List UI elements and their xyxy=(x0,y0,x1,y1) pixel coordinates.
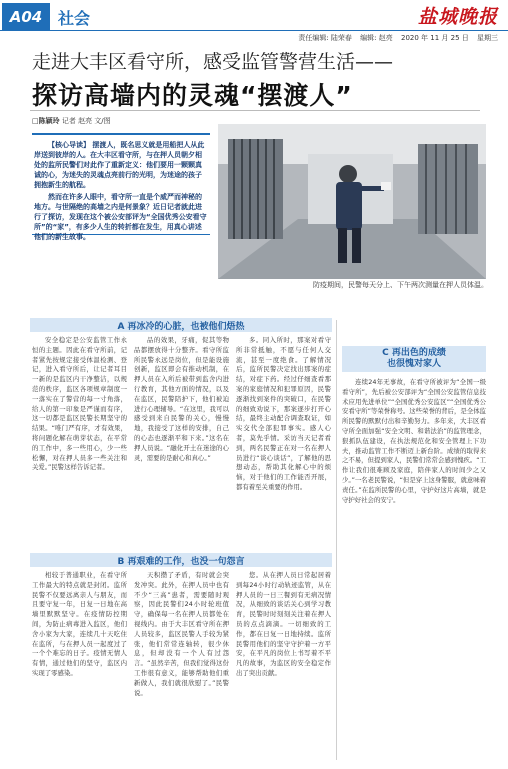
section-a-column-1 xyxy=(32,336,127,548)
section-c-text: 连续24年无事故，在看守所被评为“全国一级看守所”，先后被公安部评为“全国公安监管信息技术应用先进单位”“全国优秀公安监区”“全国优秀公安看守所”等荣誉称号。这些荣誉的背后，是全体监所民警的默默付出和辛勤努力。多年来，大丰区看守所全面加强“安全文明、和谐法治”的监管理念，狠抓队伍建设，在执法规范化和安全管理上下功夫，推动监管工作不断迈上新台阶。成绩的取得来之不易，但提到家人，民警们常常会感到愧疚。“工作让我们很难顾及家庭，陪伴家人的时间少之又少。”一名老民警说，“但是穿上这身警服，就意味着责任。”在监所民警的心里，守护好这片高墙，就是守护好社会的安宁。 xyxy=(342,378,487,504)
lead-paragraph-2: 然而在许多人眼中，看守所一直是个威严而神秘的地方。与世隔绝的高墙之内是何景象？近日记者就此进行了探访，发现在这个被公安部评为“全国优秀公安看守所”的“家”，有多少人生的转折都在发生，用真心讲述他们的新生故事。 xyxy=(34,193,207,241)
section-a-column-2 xyxy=(134,336,229,548)
section-a-column-3 xyxy=(236,336,331,548)
kicker: 走进大丰区看守所，感受监管警营生活—— xyxy=(32,51,394,73)
section-c-heading xyxy=(342,346,486,372)
section-b-column-2 xyxy=(134,571,229,763)
section-a-text-1: 安全稳定是公安监管工作永恒的主题。因此在看守所前，记者紧先按规定接受体温检测、登记，进入看守所后，让记者耳目一新的是监区内干净整洁，以规范的秩序，监区各项规章制度一一落实在了警营的每一寸角落，给人的第一印象是严谨而有序，这一切都是监区民警长期坚守的结果。“唯门严有序，才有效果，将问题化解在萌芽状态，在平常的工作中，多一些用心，少一些松懈，对在押人员多一些关注和关爱。”民警这样告诉记者。 xyxy=(32,336,127,472)
page-number: A04 xyxy=(2,3,50,30)
section-b-column-1 xyxy=(32,571,127,763)
section-c-heading-line-2: 也很愧对家人 xyxy=(386,359,441,369)
section-a-heading: A 再冰冷的心脏，也被他们焐热 xyxy=(30,318,332,332)
headline: 探访高墙内的灵魂“摆渡人” xyxy=(32,81,353,110)
issue-weekday: 星期三 xyxy=(477,34,498,42)
prison-corridor-photo xyxy=(218,124,486,279)
section-c-heading-line-1: C 再出色的成绩 xyxy=(382,348,446,358)
section-b-text-2: 天积攒了矛盾，有时就会突发冲突。此外，在押人员中也有不少“三高”患者，需要随时观察，因此民警们24小时轮班值守，确保每一名在押人员都处在视线内。由于大丰区看守所在押人员较多，监区民警人手较为紧张，他们常常连轴转，很少休息，但却没有一个人有过怨言。“虽然辛苦，但我们觉得这份工作很有意义，能够帮助他们重新做人，我们就很欣慰了。”民警说。 xyxy=(134,571,229,697)
newspaper-logo: 盐城晚报 xyxy=(417,6,498,28)
column-divider xyxy=(336,320,337,760)
lead-paragraph-1: 【核心导读】 摆渡人，既名思义就是用船把人从此岸送到彼岸的人。在大丰区看守所，与在押人员朝夕相处的监所民警们对此作了重新定义：他们要用一颗颗真诚的心，为迷失的灵魂点亮前行的光明，为迷途的孩子拥抱新生的航程。 xyxy=(34,141,205,189)
sub-editor: 编辑: 赵亮 xyxy=(360,34,393,42)
byline-author: 陈颖玲 xyxy=(38,117,60,125)
issue-date: 2020 年 11 月 25 日 xyxy=(401,34,469,42)
photo-caption: 防疫期间，民警每天分上、下午两次测量在押人员体温。 xyxy=(313,281,488,289)
byline xyxy=(32,116,111,126)
issue-info xyxy=(292,33,498,43)
section-a-text-3: 多。同入所时，那案对看守所非常抵触，不愿与任何人交流，甚至一度绝食。了解情况后，监所民警决定找出那案的症结，对症下药。经过仔细查看那案的家庭情况和犯罪原因，民警逐渐找到案件的突破口，在民警的细致劝说下，那案逐步打开心结，最终主动配合调查取证，如实交代全部犯罪事实。感人心者，莫先乎情。采访当天记者看到，两名民警正在对一名在押人员进行“谈心谈话”，了解他的思想动态，帮助其化解心中的烦恼，对于他们的工作能否开展，都有着至关重要的作用。 xyxy=(236,336,331,491)
headline-rule xyxy=(30,110,480,111)
article-photo xyxy=(218,124,486,279)
lead-box xyxy=(32,133,210,241)
section-b-column-3 xyxy=(236,571,331,763)
section-b-text-1: 相较于普通职业，在看守所工作最大的特点就是封闭。监所民警不仅要远离亲人与朋友，而且要守复一年，日复一日地在高墙里默默坚守。在疫情防控期间，为防止病毒进入监区，他们舍小家为大家，连续几十天吃住在监所，与在押人员一起度过了一个个难忘的日子。疫情无情人有情，通过他们的坚守，监区内实现了零感染。 xyxy=(32,571,127,677)
section-b-text-3: 您。从在押人员日常起居着到每24小时行动轨迹监管，从在押人员的一日三餐到有无病况情况，从细致的谈话关心到学习教育，民警时时刻刻关注着在押人员的点点滴滴。一切细致的工作，都在日复一日地持续。监所民警用他们的坚守守护着一方平安，在平凡的岗位上书写着不平凡的故事，为监区的安全稳定作出了突出贡献。 xyxy=(236,571,331,677)
section-b-heading: B 再艰难的工作，也没一句怨言 xyxy=(30,553,332,567)
masthead-rule xyxy=(0,30,508,31)
byline-box-glyph: □ xyxy=(32,117,39,125)
masthead xyxy=(0,0,508,44)
section-a-text-2: 品的效果，牙痛，促其等物品都摆放得十分整齐。看守所监所民警永远是岗位，但是能设施创新，监区即会有推动机制，在押人员在入所后被带到监舍内进行教育，其他方面的情况，以及在监区，民警陪护下，他们被迫进行心理辅导。“在这里，我可以感受到来自民警的关心，慢慢地，我接受了这样的安排，自己的心态也逐渐平和下来。”这名在押人员说。“融化开土在迷途的心灵，需要的是耐心和真心。” xyxy=(134,336,229,462)
section-title: 社会 xyxy=(58,9,91,28)
editor: 责任编辑: 陆荣春 xyxy=(298,34,352,42)
byline-credits: 记者 赵亮 文/图 xyxy=(61,117,111,125)
section-c-column xyxy=(342,378,486,763)
